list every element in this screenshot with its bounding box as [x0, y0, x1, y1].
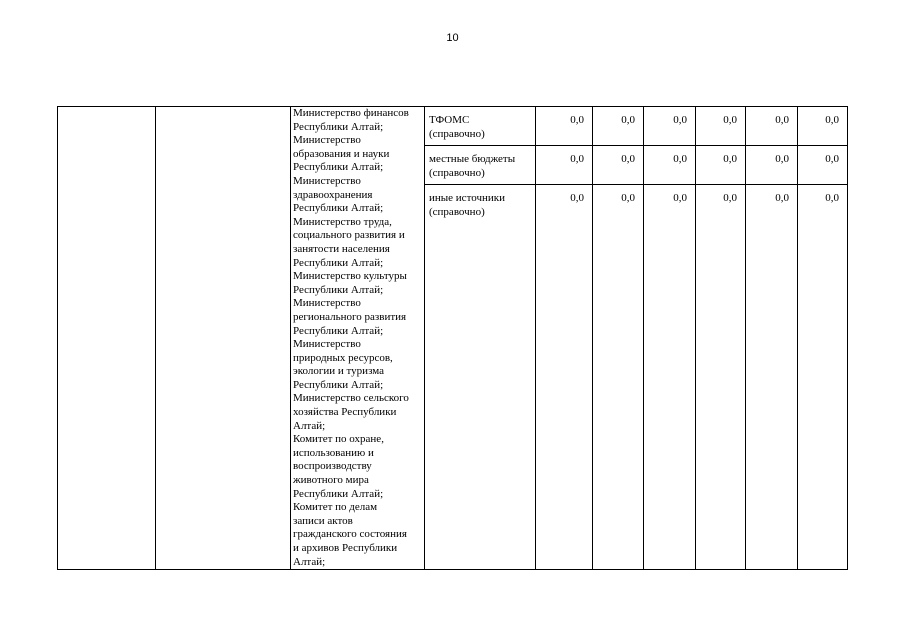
- value-cell: 0,0: [644, 146, 696, 185]
- executor-line: животного мира: [293, 474, 369, 487]
- executor-list-cell: [291, 107, 425, 570]
- executor-line: Министерство сельского: [293, 392, 409, 405]
- executor-line: социального развития и: [293, 229, 405, 242]
- value-cell: 0,0: [798, 107, 848, 146]
- value-cell: 0,0: [746, 107, 798, 146]
- funding-source-note: (справочно): [429, 127, 485, 140]
- value-cell: 0,0: [798, 146, 848, 185]
- funding-source-cell: [425, 146, 536, 185]
- funding-source-cell: [425, 185, 536, 570]
- value-cell: 0,0: [696, 146, 746, 185]
- executor-line: записи актов: [293, 514, 353, 527]
- executor-line: Республики Алтай;: [293, 202, 384, 215]
- funding-source-name: местные бюджеты: [429, 153, 516, 165]
- value-cell: 0,0: [746, 185, 798, 570]
- value-cell: 0,0: [798, 185, 848, 570]
- table-cell-blank: [58, 107, 156, 570]
- executor-line: Республики Алтай;: [293, 120, 384, 133]
- executor-line: использованию и: [293, 446, 374, 459]
- executor-line: Министерство финансов: [293, 107, 409, 119]
- executor-line: образования и науки: [293, 147, 390, 160]
- executor-line: природных ресурсов,: [293, 351, 393, 364]
- executor-line: Министерство: [293, 134, 361, 147]
- funding-source-name: ТФОМС: [429, 114, 470, 126]
- funding-source-cell: [425, 107, 536, 146]
- executor-line: Министерство: [293, 174, 361, 187]
- value-cell: 0,0: [644, 107, 696, 146]
- value-cell: 0,0: [536, 107, 593, 146]
- table-cell-blank: [156, 107, 291, 570]
- page-number: 10: [446, 32, 459, 44]
- funding-table: [57, 106, 848, 570]
- executor-line: Министерство: [293, 338, 361, 351]
- funding-source-name: иные источники: [429, 192, 505, 204]
- executor-line: Комитет по охране,: [293, 433, 384, 446]
- executor-line: Алтай;: [293, 555, 326, 568]
- executor-line: Министерство труда,: [293, 215, 392, 228]
- value-cell: 0,0: [536, 146, 593, 185]
- executor-line: Комитет по делам: [293, 501, 378, 514]
- executor-line: Республики Алтай;: [293, 487, 384, 500]
- executor-line: воспроизводству: [293, 460, 372, 473]
- executor-line: занятости населения: [293, 242, 390, 255]
- executor-line: Министерство: [293, 297, 361, 310]
- table-row: [58, 107, 848, 146]
- value-cell: 0,0: [593, 146, 644, 185]
- executor-line: регионального развития: [293, 310, 407, 323]
- executor-line: хозяйства Республики: [293, 406, 397, 419]
- executor-line: Республики Алтай;: [293, 324, 384, 337]
- executor-line: Республики Алтай;: [293, 161, 384, 174]
- executor-line: Министерство культуры: [293, 270, 407, 283]
- value-cell: 0,0: [746, 146, 798, 185]
- executor-line: Республики Алтай;: [293, 283, 384, 296]
- executor-line: экологии и туризма: [293, 365, 385, 378]
- executor-line: Республики Алтай;: [293, 256, 384, 269]
- value-cell: 0,0: [593, 185, 644, 570]
- executor-line: гражданского состояния: [293, 528, 407, 541]
- executor-line: Алтай;: [293, 419, 326, 432]
- funding-source-note: (справочно): [429, 205, 485, 218]
- executor-line: Республики Алтай;: [293, 378, 384, 391]
- value-cell: 0,0: [644, 185, 696, 570]
- value-cell: 0,0: [696, 107, 746, 146]
- executor-line: здравоохранения: [293, 188, 373, 201]
- value-cell: 0,0: [536, 185, 593, 570]
- executor-line: и архивов Республики: [293, 542, 398, 554]
- funding-source-note: (справочно): [429, 166, 485, 179]
- value-cell: 0,0: [696, 185, 746, 570]
- value-cell: 0,0: [593, 107, 644, 146]
